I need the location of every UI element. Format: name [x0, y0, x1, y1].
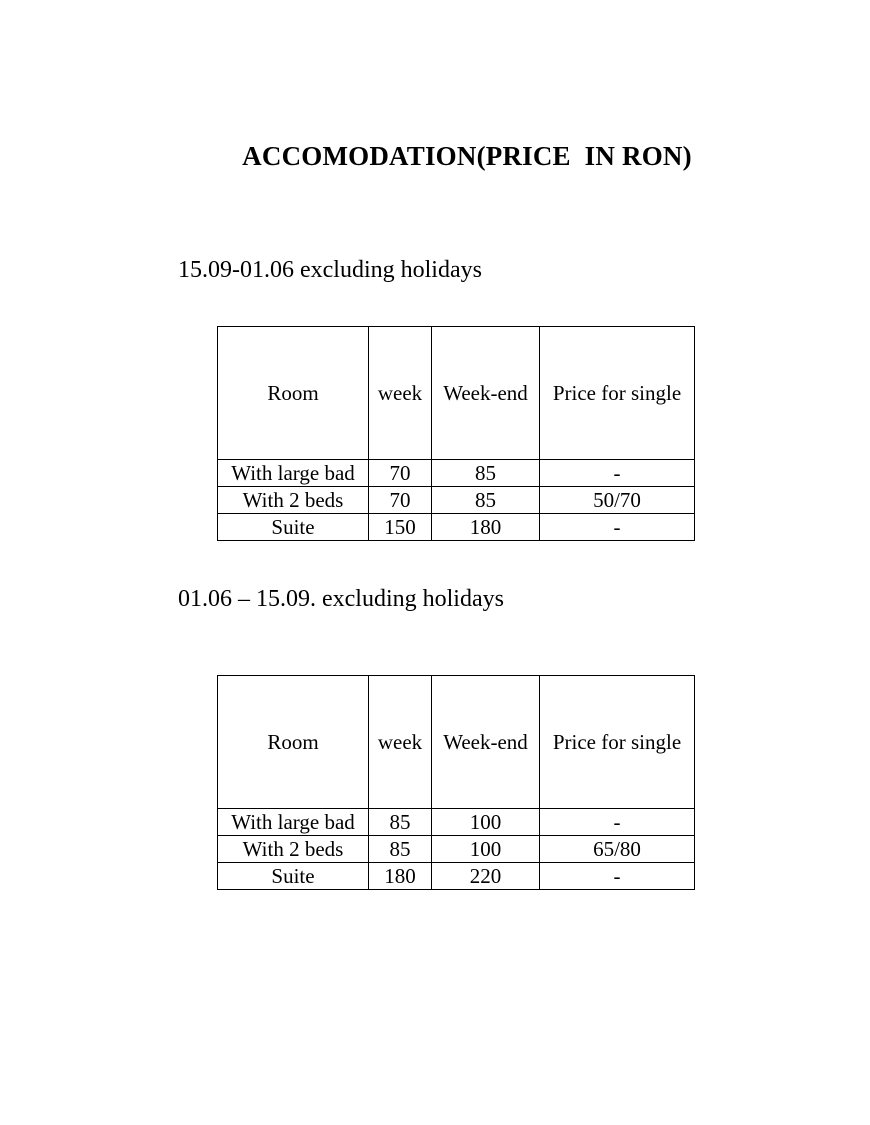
- cell-week-end: 100: [432, 836, 540, 863]
- table-row: [218, 460, 695, 487]
- cell-week: 85: [369, 809, 432, 836]
- price-table-summer-season: [217, 675, 695, 890]
- cell-price-for-single: 50/70: [540, 487, 695, 514]
- column-header-room: Room: [218, 676, 369, 809]
- cell-week-end: 220: [432, 863, 540, 890]
- column-header-price-for-single: Price for single: [540, 327, 695, 460]
- cell-week-end: 85: [432, 460, 540, 487]
- table-row: [218, 487, 695, 514]
- cell-week: 180: [369, 863, 432, 890]
- cell-week: 70: [369, 460, 432, 487]
- column-header-week: week: [369, 327, 432, 460]
- column-header-week: week: [369, 676, 432, 809]
- cell-price-for-single: -: [540, 460, 695, 487]
- cell-price-for-single: 65/80: [540, 836, 695, 863]
- cell-price-for-single: -: [540, 809, 695, 836]
- cell-week: 150: [369, 514, 432, 541]
- cell-room: With 2 beds: [218, 836, 369, 863]
- price-table-off-season: [217, 326, 695, 541]
- cell-week-end: 85: [432, 487, 540, 514]
- table-row: [218, 863, 695, 890]
- table-header-row: [218, 676, 695, 809]
- column-header-week-end: Week-end: [432, 327, 540, 460]
- cell-week: 85: [369, 836, 432, 863]
- cell-week-end: 180: [432, 514, 540, 541]
- column-header-room: Room: [218, 327, 369, 460]
- cell-room: With large bad: [218, 460, 369, 487]
- table-row: [218, 836, 695, 863]
- section-heading-off-season: 15.09-01.06 excluding holidays: [178, 257, 482, 283]
- table-header-row: [218, 327, 695, 460]
- page-title: ACCOMODATION(PRICE IN RON): [242, 141, 692, 171]
- section-heading-summer-season: 01.06 – 15.09. excluding holidays: [178, 586, 504, 612]
- cell-room: Suite: [218, 514, 369, 541]
- cell-room: With large bad: [218, 809, 369, 836]
- cell-room: With 2 beds: [218, 487, 369, 514]
- column-header-price-for-single: Price for single: [540, 676, 695, 809]
- cell-week-end: 100: [432, 809, 540, 836]
- cell-price-for-single: -: [540, 514, 695, 541]
- table-row: [218, 809, 695, 836]
- cell-price-for-single: -: [540, 863, 695, 890]
- column-header-week-end: Week-end: [432, 676, 540, 809]
- table-row: [218, 514, 695, 541]
- cell-week: 70: [369, 487, 432, 514]
- cell-room: Suite: [218, 863, 369, 890]
